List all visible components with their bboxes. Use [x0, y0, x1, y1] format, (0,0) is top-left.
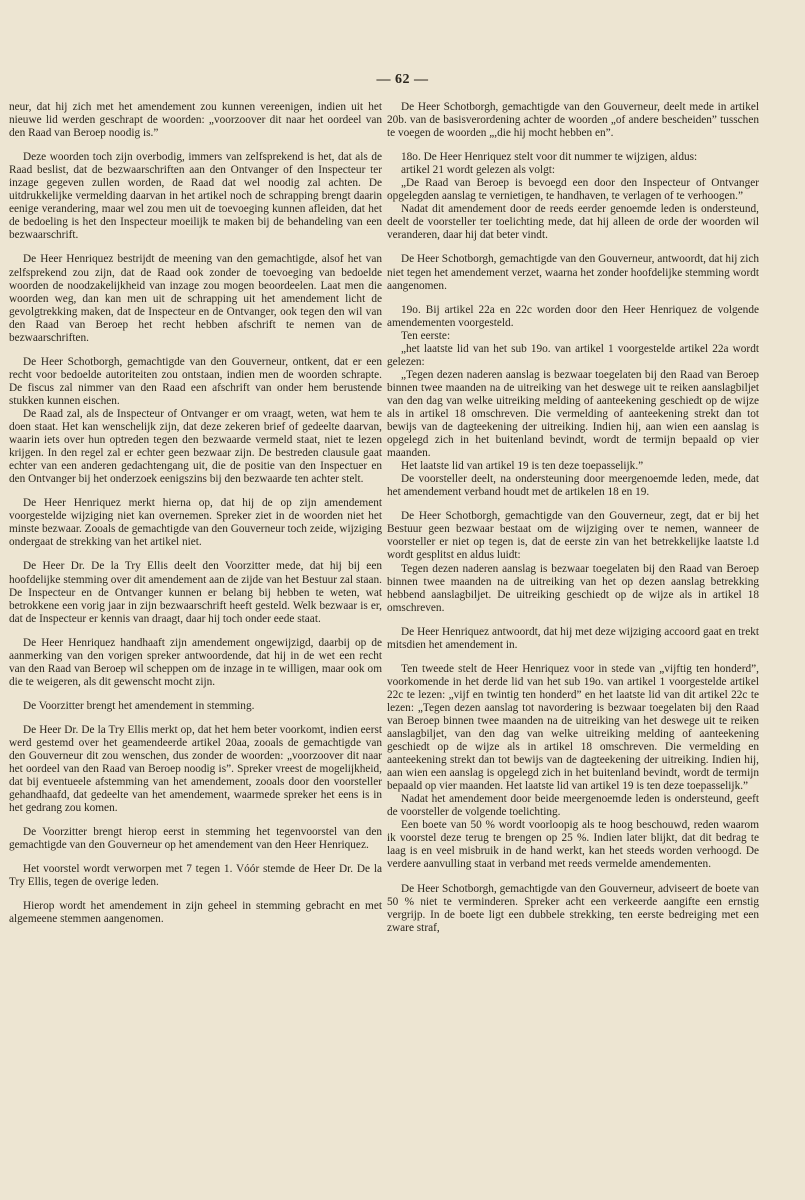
paragraph: De Heer Henriquez antwoordt, dat hij met deze wijziging accoord gaat en trekt mitsdien het amendement in. — [387, 625, 759, 651]
paragraph: artikel 21 wordt gelezen als volgt: — [401, 164, 556, 177]
paragraph: De Heer Dr. De la Try Ellis merkt op, dat het hem beter voorkomt, indien eerst werd gestemd over het geamendeerde artikel 20aa, zooals de gemachtigde van den Gouverneur dit zou wenschen, dus zonder de woorden: „voorzoover dit naar het oordeel van den Raad van Beroep noodig is”. Spreker vreest de mogelijkheid, dat bij eventueele afstemming van het amendement, zooals door den voorsteller gehandhaafd, dat gedeelte van het amendement, waarmede spreker het eens is in het gedrang zou komen. — [9, 723, 382, 815]
paragraph: De Heer Henriquez bestrijdt de meening van den gemachtigde, alsof het van zelfsprekend zou zijn, dat de Raad ook zonder de toevoeging van bedoelde woorden de noodzakelijkheid van inzage zou mogen beoordeelen. Laat men die woorden weg, dan kan men uit de schrapping uit het amendement licht de gevolgtrekking maken, dat de Inspecteur en de Ontvanger, ook tegen den wil van den Raad van Beroep het recht hebben afschrift te nemen van de bezwaarschriften. — [9, 253, 382, 344]
paragraph: Een boete van 50 % wordt voorloopig als te hoog beschouwd, reden waarom ik voorstel deze terug te brengen op 25 %. Indien later blijkt, dat dit bedrag te laag is en veel misbruik in de hand werkt, kan het steeds worden verhoogd. De verdere aanvulling staat in verband met reeds vermelde amendementen. — [387, 819, 759, 871]
paragraph: Het laatste lid van artikel 19 is ten deze toepasselijk.” — [401, 460, 644, 473]
right-column — [387, 101, 759, 1151]
paragraph: De Heer Schotborgh, gemachtigde van den Gouverneur, antwoordt, dat hij zich niet tegen het amendement verzet, waarna het zonder hoofdelijke stemming wordt aangenomen. — [387, 253, 759, 292]
paragraph: „Tegen dezen naderen aanslag is bezwaar toegelaten bij den Raad van Beroep binnen twee maanden na de uitreiking van het deswege uit te reiken aanslagbiljet van den dag van welke uitreiking melding of aanteekening geschiedt op de wijze als in artikel 18 omschreven. Die vermelding of aanteekening strekt dan tot bewijs van de dagteekening der uitreiking. Indien hij, aan wien een aanslag is opgelegd zich in het buitenland bevindt, wordt de termijn bepaald op vier maanden. — [387, 368, 759, 460]
paragraph: De Heer Henriquez handhaaft zijn amendement ongewijzigd, daarbij op de aanmerking van den vorigen spreker antwoordende, dat hij in de wet een recht van den Raad van Beroep wil scheppen om de inzage in te willigen, maar ook om die te weigeren, als dit gewenscht mocht zijn. — [9, 636, 382, 688]
paragraph: De Heer Schotborgh, gemachtigde van den Gouverneur, adviseert de boete van 50 % niet te verminderen. Spreker acht een verkeerde aangifte een ernstig vergrijp. In de boete ligt een dubbele strekking, ten eerste bedreiging met een zware straf, — [387, 882, 759, 934]
paragraph: neur, dat hij zich met het amendement zou kunnen vereenigen, indien uit het nieuwe lid werden geschrapt de woorden: „voorzoover dit naar het oordeel van den Raad van Beroep noodig is.” — [9, 101, 382, 140]
paragraph: De Raad zal, als de Inspecteur of Ontvanger er om vraagt, weten, wat hem te doen staat. Het kan wenschelijk zijn, dat deze zekeren brief of gedeelte daarvan, waarin iets over hun optreden tegen den bezwaarde vermeld staat, niet te lezen krijgen. In den regel zal er echter geen bezwaar zijn. De bestreden clausule gaat echter van een anderen gedachtengang uit, die de positie van den Inspectuer en den Ontvanger bij het onderzoek eenigszins bij den bezwaarde ten achter stelt. — [9, 407, 382, 486]
paragraph: Deze woorden toch zijn overbodig, immers van zelfsprekend is het, dat als de Raad beslist, dat de bezwaarschriften aan den Ontvanger of den Inspecteur ter inzage gegeven zullen worden, de Raad dat wel noodig zal achten. De uitdrukkelijke vermelding daarvan in het artikel noch de schrapping brengt daarin eenige verandering, maar wel zou men uit de toevoeging kunnen afleiden, dat het de bedoeling is het den Inspecteur moeilijk te maken bij de behandeling van een bezwaarschrift. — [9, 151, 382, 242]
paragraph: De Heer Schotborgh, gemachtigde van den Gouverneur, zegt, dat er bij het Bestuur geen bezwaar bestaat om de wijziging over te nemen, wanneer de voorsteller er niet op tegen is, dat de eerste zin van het betrekkelijke laatste l.d wordt gesplitst en aldus luidt: — [387, 510, 759, 562]
left-column — [9, 101, 382, 1151]
paragraph: „het laatste lid van het sub 19o. van artikel 1 voorgestelde artikel 22a wordt gelezen: — [387, 342, 759, 368]
paragraph: Ten tweede stelt de Heer Henriquez voor in stede van „vijftig ten honderd”, voorkomende in het derde lid van het sub 19o. van artikel 1 voorgestelde artikel 22c te lezen: „vijf en twintig ten honderd” en het laatste lid van dit artikel 22c te lezen: „Tegen dezen aanslag tot navordering is bezwaar toegelaten bij den Raad van Beroep binnen twee maanden na de uitreiking van het deswege uit te reiken aanslagbiljet, van den dag van welke uitreiking melding of aanteekening geschiedt op de wijze als in artikel 18 omschreven. Die vermelding en aanteekening strekt dan tot bewijs van de dagteekening der uitreiking. Indien hij, aan wien een aanslag is opgelegd zich in het buitenland bevindt, wordt de termijn bepaald op vier maanden. Het laatste lid van artikel 19 is ten deze toepasselijk.” — [387, 662, 759, 793]
paragraph: De voorsteller deelt, na ondersteuning door meergenoemde leden, mede, dat het amendement verband houdt met de artikelen 18 en 19. — [387, 473, 759, 499]
paragraph: Tegen dezen naderen aanslag is bezwaar toegelaten bij den Raad van Beroep binnen twee maanden na de uitreiking van het op dezen aanslag betrekking hebbend aanslagbiljet. De uitreiking geschiedt op de wijze als in artikel 18 omschreven. — [387, 562, 759, 614]
paragraph: De Heer Schotborgh, gemachtigde van den Gouverneur, ontkent, dat er een recht voor bedoelde autoriteiten zou ontstaan, indien men de woorden schrapte. De fiscus zal nimmer van den Raad een afschrift van onder hem berustende stukken kunnen eischen. — [9, 355, 382, 407]
paragraph: Hierop wordt het amendement in zijn geheel in stemming gebracht en met algemeene stemmen aangenomen. — [9, 900, 382, 926]
paragraph: Ten eerste: — [401, 329, 451, 342]
paragraph: Het voorstel wordt verworpen met 7 tegen 1. Vóór stemde de Heer Dr. De la Try Ellis, tegen de overige leden. — [9, 863, 382, 889]
paragraph: De Heer Dr. De la Try Ellis deelt den Voorzitter mede, dat hij bij een hoofdelijke stemming over dit amendement aan de zijde van het Bestuur zal staan. De Inspecteur en de Ontvanger kunnen er belang bij hebben te weten, wat betrokkene een vorig jaar in zijn bezwaarschrift heeft gesteld. Welk bezwaar is er, dat de Inspecteur er kennis van draagt, daar hij toch onder eede staat. — [9, 560, 382, 625]
paragraph: De Heer Schotborgh, gemachtigde van den Gouverneur, deelt mede in artikel 20b. van de basisverordening achter de woorden „of andere bescheiden” tusschen te voegen de woorden „,die hij mocht hebben en”. — [387, 101, 759, 140]
paragraph: Nadat het amendement door beide meergenoemde leden is ondersteund, geeft de voorsteller de volgende toelichting. — [387, 793, 759, 819]
paragraph: De Voorzitter brengt hierop eerst in stemming het tegenvoorstel van den gemachtigde van den Gouverneur op het amendement van den Heer Henriquez. — [9, 826, 382, 852]
paragraph: De Heer Henriquez merkt hierna op, dat hij de op zijn amendement voorgestelde wijziging niet kan overnemen. Spreker ziet in de woorden niet het minste bezwaar. Zooals de gemachtigde van den Gouverneur toch zeide, wijziging ondergaat de strekking van het artikel niet. — [9, 497, 382, 549]
page-number: — 62 — — [376, 72, 429, 87]
paragraph: Nadat dit amendement door de reeds eerder genoemde leden is ondersteund, deelt de voorsteller ter toelichting mede, dat hij alleen de orde der woorden wil veranderen, daar hij dat beter vindt. — [387, 203, 759, 242]
paragraph: 19o. Bij artikel 22a en 22c worden door den Heer Henriquez de volgende amendementen voorgesteld. — [387, 303, 759, 329]
paragraph: „De Raad van Beroep is bevoegd een door den Inspecteur of Ontvanger opgelegden aanslag te vernietigen, te handhaven, te verlagen of te verhoogen.” — [387, 177, 759, 203]
paragraph: De Voorzitter brengt het amendement in stemming. — [23, 699, 255, 712]
paragraph: 18o. De Heer Henriquez stelt voor dit nummer te wijzigen, aldus: — [401, 151, 698, 164]
